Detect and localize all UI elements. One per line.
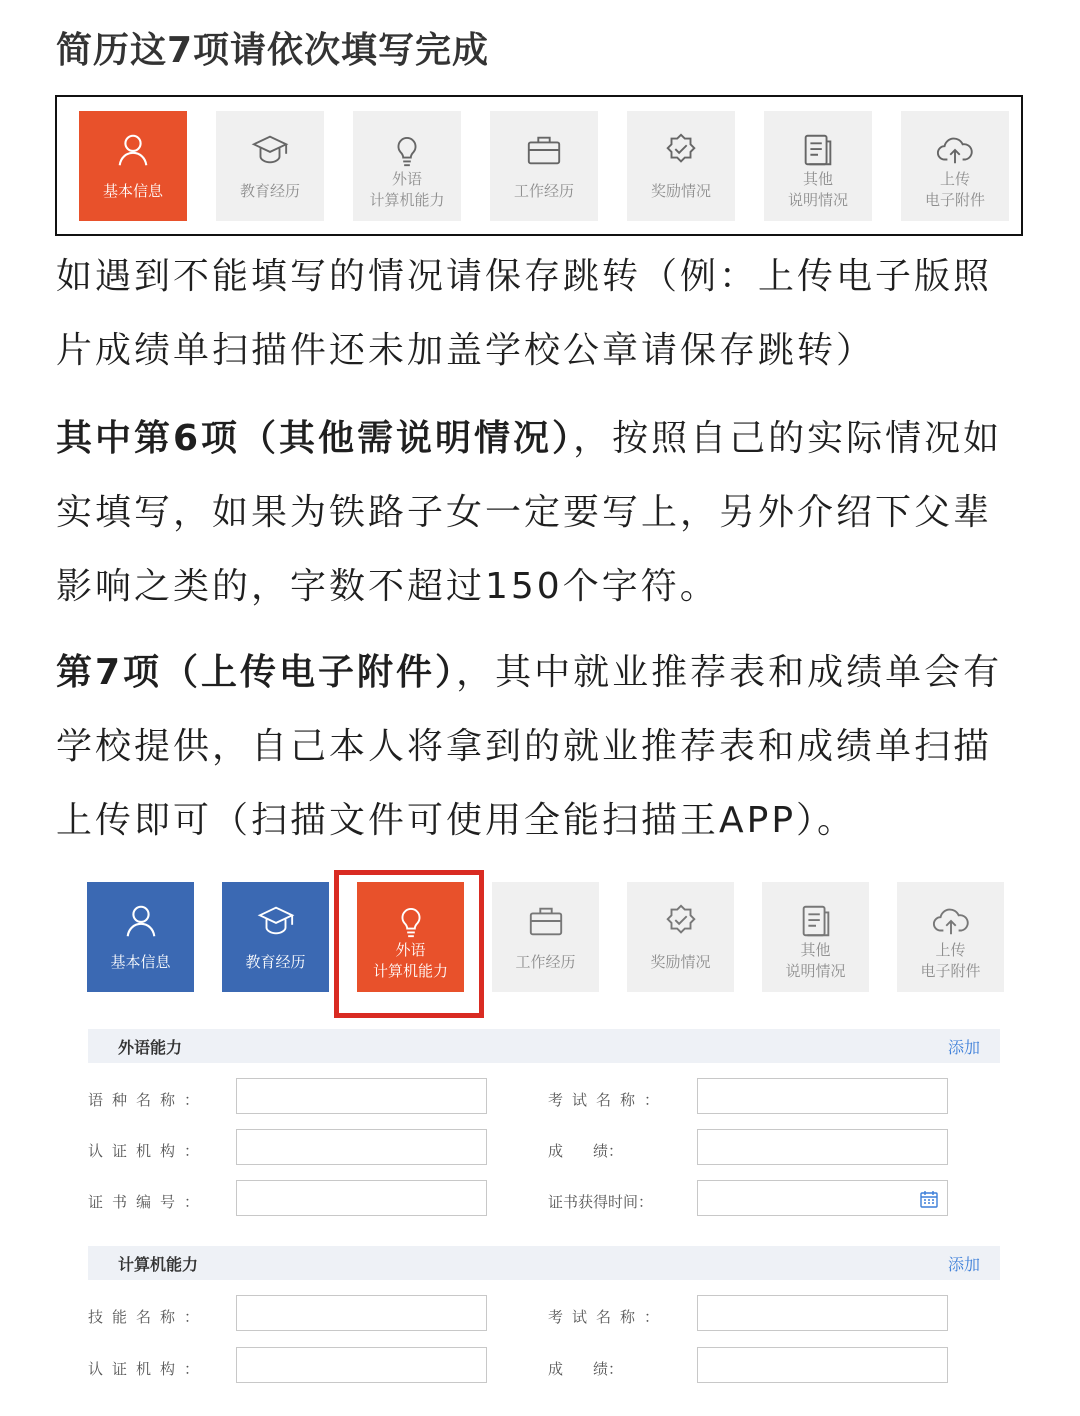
step-label-2: 计算机能力 <box>372 962 448 980</box>
skill-name-label: 技能名称： <box>88 1308 209 1326</box>
step-basic-info[interactable] <box>79 111 187 221</box>
steps-panel-bottom <box>87 882 1004 992</box>
exam-name-label: 考试名称： <box>548 1091 669 1109</box>
section-computer <box>88 1246 1000 1280</box>
page-title: 简历这7项请依次填写完成 <box>56 30 490 71</box>
cert-org-input[interactable] <box>236 1129 487 1165</box>
step-label: 基本信息 <box>102 182 163 200</box>
score-input[interactable] <box>697 1347 948 1383</box>
paragraph-item6 <box>56 402 1026 624</box>
user-icon <box>114 131 152 169</box>
section-foreign-language <box>88 1029 1000 1063</box>
step-label-1: 其他 <box>802 170 833 188</box>
paragraph-item7 <box>56 636 1026 858</box>
cloud-upload-icon <box>932 902 970 940</box>
step-label: 基本信息 <box>110 953 171 971</box>
award-icon <box>662 902 700 940</box>
cert-time-label: 证书获得时间： <box>548 1193 654 1211</box>
cert-org-input[interactable] <box>236 1347 487 1383</box>
briefcase-icon <box>527 902 565 940</box>
exam-name-input[interactable] <box>697 1295 948 1331</box>
graduation-cap-icon <box>251 131 289 169</box>
step-education[interactable] <box>216 111 324 221</box>
briefcase-icon <box>525 131 563 169</box>
step-label: 奖励情况 <box>650 182 711 200</box>
skill-name-input[interactable] <box>236 1295 487 1331</box>
step-label: 教育经历 <box>245 953 306 971</box>
cert-no-input[interactable] <box>236 1180 487 1216</box>
lightbulb-icon <box>388 131 426 169</box>
step-label-1: 上传 <box>935 941 966 959</box>
item6-text: ，按照自己的实际情况如实填写，如果为铁路子女一定要写上，另外介绍下父辈影响之类的，字数不超过150个字符。 <box>56 418 1003 607</box>
step-upload[interactable] <box>901 111 1009 221</box>
steps-panel-top <box>55 95 1023 236</box>
step-label: 工作经历 <box>513 182 574 200</box>
cert-org-label: 认证机构： <box>88 1142 209 1160</box>
step-education[interactable] <box>222 882 329 992</box>
graduation-cap-icon <box>257 902 295 940</box>
score-input[interactable] <box>697 1129 948 1165</box>
item6-heading: 其中第6项（其他需说明情况） <box>56 418 574 459</box>
exam-name-input[interactable] <box>697 1078 948 1114</box>
step-other[interactable] <box>764 111 872 221</box>
item7-heading: 第7项（上传电子附件） <box>56 652 457 693</box>
step-label-1: 上传 <box>939 170 970 188</box>
step-label-1: 外语 <box>395 941 426 959</box>
exam-name-label: 考试名称： <box>548 1308 669 1326</box>
step-label-1: 其他 <box>800 941 831 959</box>
award-icon <box>662 131 700 169</box>
score-label: 成 绩： <box>548 1142 624 1160</box>
item7-text: ，其中就业推荐表和成绩单会有学校提供，自己本人将拿到的就业推荐表和成绩单扫描上传即可（扫描文件可使用全能扫描王APP）。 <box>56 652 1003 841</box>
step-label: 奖励情况 <box>650 953 711 971</box>
step-label-2: 电子附件 <box>920 962 981 980</box>
step-upload[interactable] <box>897 882 1004 992</box>
user-icon <box>122 902 160 940</box>
step-basic-info[interactable] <box>87 882 194 992</box>
step-label-2: 说明情况 <box>785 962 846 980</box>
calendar-icon[interactable] <box>919 1189 939 1209</box>
document-icon <box>799 131 837 169</box>
add-computer-link[interactable]: 添加 <box>947 1254 980 1274</box>
step-language-computer[interactable] <box>353 111 461 221</box>
document-icon <box>797 902 835 940</box>
highlight-frame <box>334 870 484 1018</box>
step-awards[interactable] <box>627 111 735 221</box>
add-foreign-link[interactable]: 添加 <box>947 1037 980 1057</box>
score-label: 成 绩： <box>548 1360 624 1378</box>
step-label-2: 电子附件 <box>924 191 985 209</box>
cloud-upload-icon <box>936 131 974 169</box>
step-work[interactable] <box>492 882 599 992</box>
step-label-1: 外语 <box>391 170 422 188</box>
step-awards[interactable] <box>627 882 734 992</box>
language-name-label: 语种名称： <box>88 1091 209 1109</box>
step-label: 工作经历 <box>515 953 576 971</box>
cert-org-label: 认证机构： <box>88 1360 209 1378</box>
language-name-input[interactable] <box>236 1078 487 1114</box>
step-work[interactable] <box>490 111 598 221</box>
cert-no-label: 证书编号： <box>88 1193 209 1211</box>
step-label-2: 计算机能力 <box>369 191 445 209</box>
step-label-2: 说明情况 <box>787 191 848 209</box>
section-title: 外语能力 <box>118 1037 183 1057</box>
paragraph-save-note: 如遇到不能填写的情况请保存跳转（例：上传电子版照片成绩单扫描件还未加盖学校公章请保存跳转） <box>56 256 993 371</box>
step-other[interactable] <box>762 882 869 992</box>
step-label: 教育经历 <box>239 182 300 200</box>
cert-time-input[interactable] <box>697 1180 948 1216</box>
section-title: 计算机能力 <box>118 1254 199 1274</box>
